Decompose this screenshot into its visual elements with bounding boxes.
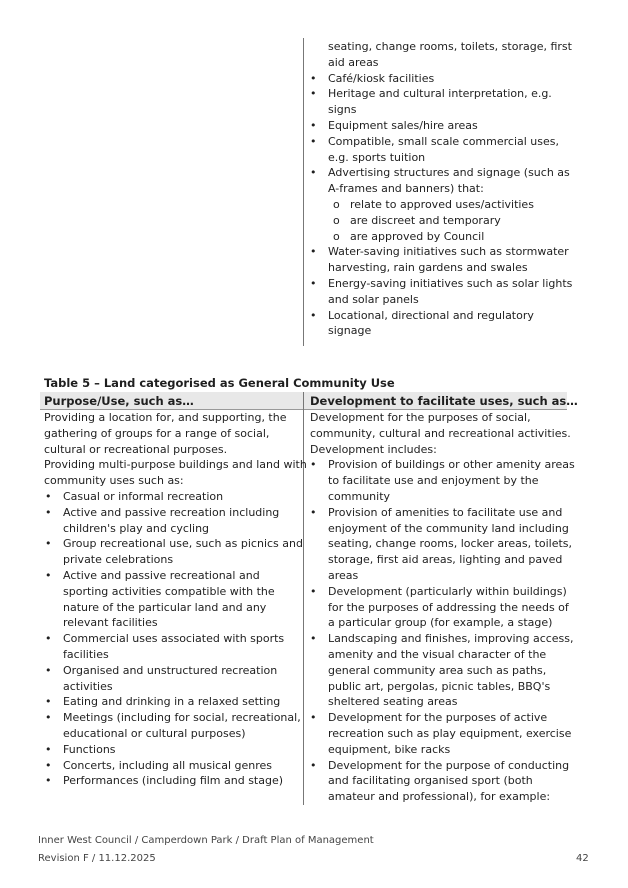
list-item: signs — [328, 103, 357, 117]
bullet-icon: • — [310, 632, 317, 646]
table-list-item: Provision of buildings or other amenity areas — [328, 458, 575, 472]
bullet-icon: • — [45, 632, 52, 646]
table-list-item: enjoyment of the community land including — [328, 521, 569, 535]
bullet-icon: • — [310, 308, 317, 322]
table-list-item: Performances (including film and stage) — [63, 774, 284, 788]
bullet-icon: • — [310, 505, 317, 519]
cell-text: community uses such as: — [44, 474, 184, 488]
sub-list-item: relate to approved uses/activities — [350, 198, 534, 211]
list-item: Locational, directional and regulatory — [328, 308, 534, 322]
list-item: A-frames and banners) that: — [328, 182, 484, 196]
bullet-icon: • — [45, 774, 52, 788]
table-list-item: Casual or informal recreation — [63, 490, 224, 503]
bullet-icon: • — [310, 758, 317, 772]
bullet-icon: • — [310, 458, 317, 472]
table-list-item: amenity and the visual character of the — [328, 648, 547, 661]
cell-text: Development for the purposes of social, — [310, 411, 531, 424]
bullet-icon: • — [310, 245, 317, 259]
table-list-item: Concerts, including all musical genres — [63, 758, 273, 772]
table-list-item: nature of the particular land and any — [63, 600, 267, 614]
table-list-item: storage, first aid areas, lighting and paved — [328, 553, 563, 567]
table-list-item: children's play and cycling — [63, 521, 210, 535]
table-list-item: public art, pergolas, picnic tables, BBQ's — [328, 679, 551, 693]
table-list-item: relevant facilities — [63, 616, 158, 630]
table-list-item: facilities — [63, 648, 109, 661]
table-list-item: Development for the purposes of active — [328, 711, 548, 725]
col2-header: Development to facilitate uses, such as… — [310, 394, 578, 408]
table-list-item: sheltered seating areas — [328, 695, 458, 709]
table-list-item: to facilitate use and enjoyment by the — [328, 474, 539, 488]
table-list-item: private celebrations — [63, 553, 174, 567]
list-item: signage — [328, 324, 372, 338]
list-item-continuation: seating, change rooms, toilets, storage, first — [328, 40, 572, 53]
footer-revision: Revision F / 11.12.2025 — [38, 853, 156, 864]
list-item: Equipment sales/hire areas — [328, 119, 478, 132]
bullet-icon: • — [310, 134, 317, 148]
bullet-icon: • — [310, 277, 317, 290]
table-list-item: educational or cultural purposes) — [63, 727, 246, 740]
table-list-item: equipment, bike racks — [328, 742, 451, 756]
list-item: Heritage and cultural interpretation, e.g. — [328, 87, 552, 101]
table-list-item: Meetings (including for social, recreational, — [63, 711, 301, 725]
footer-title: Inner West Council / Camperdown Park / Draft Plan of Management — [38, 835, 374, 846]
table-list-item: Active and passive recreational and — [63, 569, 260, 582]
list-item: Water-saving initiatives such as stormwater — [328, 245, 569, 259]
bullet-icon: • — [45, 490, 52, 503]
bullet-icon: • — [45, 711, 52, 725]
list-item: and solar panels — [328, 292, 419, 306]
table-list-item: Commercial uses associated with sports — [63, 632, 285, 646]
table-list-item: community — [328, 490, 391, 503]
bullet-icon: o — [333, 213, 340, 227]
list-item-continuation: aid areas — [328, 55, 379, 69]
bullet-icon: • — [310, 71, 317, 85]
col1-header: Purpose/Use, such as… — [44, 394, 194, 408]
table-list-item: sporting activities compatible with the — [63, 584, 275, 598]
bullet-icon: • — [310, 711, 317, 725]
table-column-divider — [303, 392, 304, 805]
table-list-item: Provision of amenities to facilitate use and — [328, 505, 563, 519]
cell-text: cultural or recreational purposes. — [44, 442, 228, 456]
table-list-item: Active and passive recreation including — [63, 505, 280, 519]
sub-list-item: are discreet and temporary — [350, 213, 501, 227]
table-caption: Table 5 – Land categorised as General Community Use — [44, 376, 395, 390]
bullet-icon: • — [310, 584, 317, 598]
list-item: e.g. sports tuition — [328, 150, 426, 164]
table-list-item: and facilitating organised sport (both — [328, 774, 533, 788]
table-list-item: amateur and professional), for example: — [328, 790, 551, 804]
cell-text: gathering of groups for a range of social, — [44, 426, 270, 440]
bullet-icon: o — [333, 229, 340, 243]
table-list-item: Functions — [63, 742, 116, 756]
cell-text: community, cultural and recreational activities. — [310, 426, 571, 440]
bullet-icon: • — [310, 166, 317, 180]
table-list-item: Eating and drinking in a relaxed setting — [63, 695, 281, 709]
bullet-icon: • — [45, 537, 52, 551]
bullet-icon: • — [310, 119, 317, 132]
table-list-item: Organised and unstructured recreation — [63, 663, 278, 677]
table-list-item: Development for the purpose of conducting — [328, 758, 570, 772]
sub-list-item: are approved by Council — [350, 229, 485, 243]
table-list-item: general community area such as paths, — [328, 663, 547, 677]
bullet-icon: • — [45, 569, 52, 582]
bullet-icon: • — [45, 663, 52, 677]
list-item: harvesting, rain gardens and swales — [328, 261, 528, 275]
cell-text: Providing a location for, and supporting, the — [44, 411, 287, 424]
bullet-icon: • — [45, 742, 52, 756]
cell-text: Providing multi-purpose buildings and land with — [44, 458, 307, 472]
table-list-item: recreation such as play equipment, exercise — [328, 727, 572, 740]
table-list-item: areas — [328, 569, 359, 582]
bullet-icon: • — [310, 87, 317, 101]
list-item: Energy-saving initiatives such as solar lights — [328, 277, 573, 290]
top-column-divider — [303, 38, 304, 346]
list-item: Advertising structures and signage (such as — [328, 166, 570, 180]
bullet-icon: • — [45, 505, 52, 519]
table-list-item: Landscaping and finishes, improving access, — [328, 632, 574, 646]
bullet-icon: o — [333, 198, 340, 211]
table-list-item: Development (particularly within buildings) — [328, 584, 567, 598]
table-list-item: a particular group (for example, a stage) — [328, 616, 553, 630]
list-item: Compatible, small scale commercial uses, — [328, 134, 560, 148]
cell-text: Development includes: — [310, 442, 437, 456]
table-list-item: for the purposes of addressing the needs of — [328, 600, 569, 614]
bullet-icon: • — [45, 758, 52, 772]
list-item: Café/kiosk facilities — [328, 71, 435, 85]
table-list-item: seating, change rooms, locker areas, toilets, — [328, 537, 573, 551]
table-list-item: activities — [63, 679, 113, 693]
page-number: 42 — [576, 853, 589, 864]
table-list-item: Group recreational use, such as picnics and — [63, 537, 303, 551]
bullet-icon: • — [45, 695, 52, 709]
